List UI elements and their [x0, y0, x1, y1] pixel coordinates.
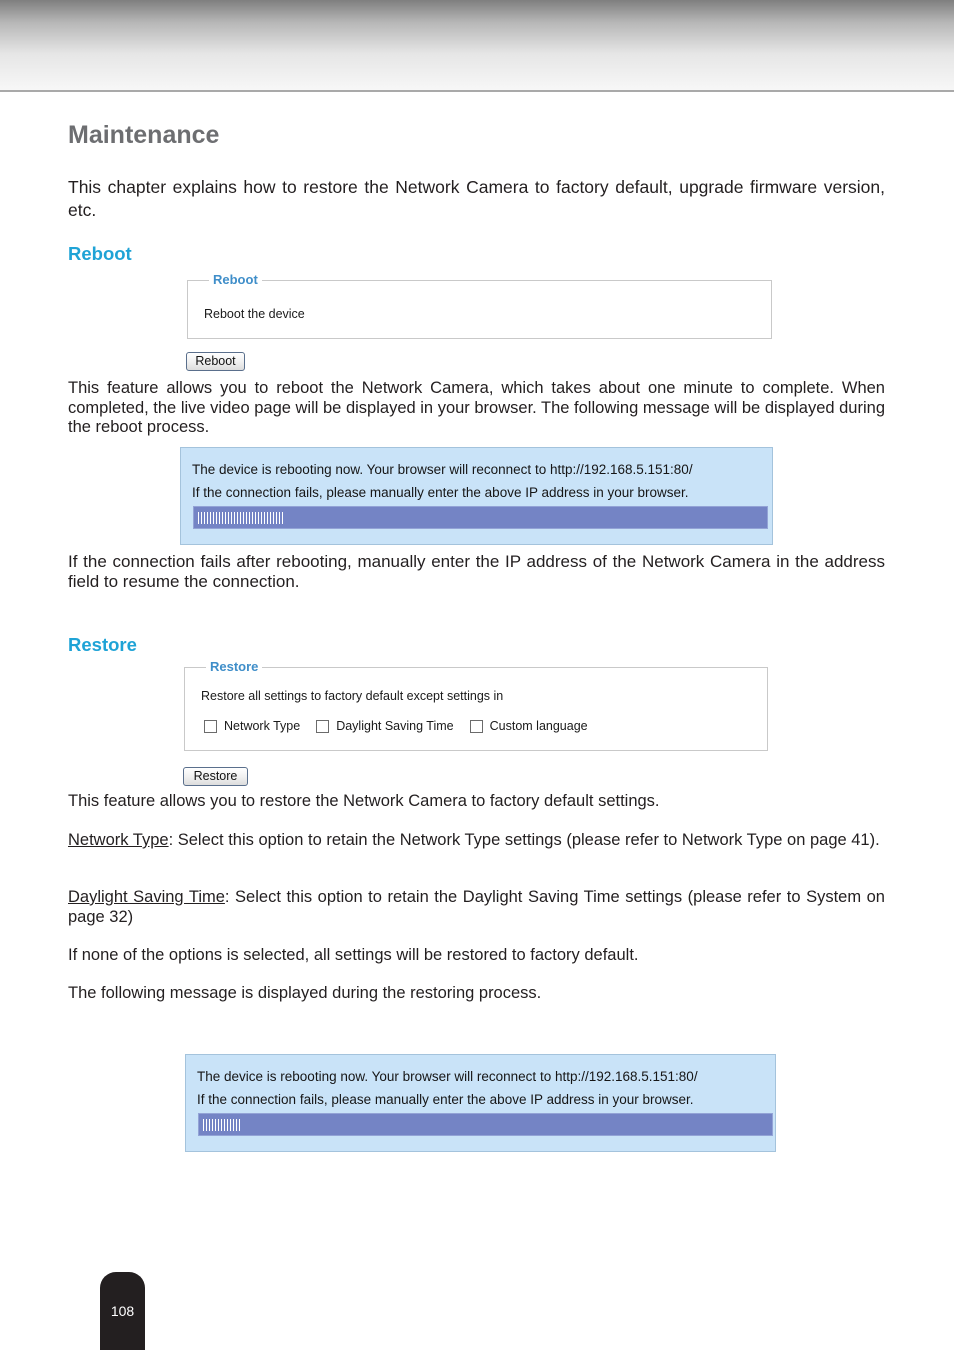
- network-type-option[interactable]: [204, 719, 300, 733]
- network-type-note: [68, 831, 885, 851]
- reboot-message-panel: [180, 447, 773, 545]
- restore-message-line-1: The device is rebooting now. Your browser will reconnect to http://192.168.5.151:80/: [197, 1069, 698, 1084]
- page-number-tab: [100, 1272, 145, 1350]
- dst-desc: : Select this option to retain the Daylight Saving Time settings (please refer to System on page 32): [68, 888, 885, 926]
- none-selected-text: If none of the options is selected, all settings will be restored to factory default.: [68, 946, 639, 964]
- restore-fieldset: [184, 659, 768, 751]
- reboot-button[interactable]: Reboot: [186, 352, 245, 371]
- reboot-progress-ticks: [198, 512, 285, 524]
- daylight-saving-time-label: Daylight Saving Time: [336, 719, 454, 733]
- dst-note: [68, 888, 885, 927]
- reboot-legend: Reboot: [209, 272, 262, 287]
- custom-language-checkbox[interactable]: [470, 720, 483, 733]
- reboot-progress-bar: [193, 506, 768, 529]
- intro-text: This chapter explains how to restore the Network Camera to factory default, upgrade firmware version, etc.: [68, 177, 885, 220]
- restoring-message-intro: The following message is displayed during the restoring process.: [68, 984, 542, 1002]
- reboot-description: This feature allows you to reboot the Network Camera, which takes about one minute to complete. When completed, the live video page will be displayed in your browser. The following message will be displayed during the reboot process.: [68, 379, 885, 436]
- network-type-desc: : Select this option to retain the Network Type settings (please refer to Network Type on page 41).: [168, 831, 880, 849]
- network-type-term: Network Type: [68, 831, 169, 849]
- reboot-after-text: If the connection fails after rebooting, manually enter the IP address of the Network Camera in the address field to resume the connection.: [68, 552, 885, 591]
- dst-term: Daylight Saving Time: [68, 888, 225, 906]
- restore-message-panel: [185, 1054, 776, 1152]
- restore-progress-ticks: [203, 1119, 241, 1131]
- reboot-message-line-1: The device is rebooting now. Your browser will reconnect to http://192.168.5.151:80/: [192, 462, 693, 477]
- reboot-message-line-2: If the connection fails, please manually enter the above IP address in your browser.: [192, 485, 689, 500]
- restore-heading: Restore: [68, 634, 137, 655]
- restore-text: Restore all settings to factory default except settings in: [201, 689, 504, 703]
- page-number: 108: [110, 1303, 135, 1319]
- restore-message-line-2: If the connection fails, please manually enter the above IP address in your browser.: [197, 1092, 694, 1107]
- header-bar: [0, 0, 954, 92]
- reboot-device-text: Reboot the device: [204, 307, 305, 321]
- network-type-label: Network Type: [224, 719, 301, 733]
- daylight-saving-time-option[interactable]: [316, 719, 453, 733]
- restore-legend: Restore: [206, 659, 262, 674]
- reboot-fieldset: [187, 272, 772, 339]
- restore-options: [204, 719, 604, 733]
- custom-language-label: Custom language: [489, 719, 588, 733]
- page-title: Maintenance: [68, 121, 220, 149]
- daylight-saving-time-checkbox[interactable]: [316, 720, 329, 733]
- restore-progress-bar: [198, 1113, 773, 1136]
- custom-language-option[interactable]: [470, 719, 588, 733]
- restore-description: This feature allows you to restore the Network Camera to factory default settings.: [68, 792, 660, 810]
- reboot-heading: Reboot: [68, 243, 132, 264]
- network-type-checkbox[interactable]: [204, 720, 217, 733]
- restore-button[interactable]: Restore: [183, 767, 248, 786]
